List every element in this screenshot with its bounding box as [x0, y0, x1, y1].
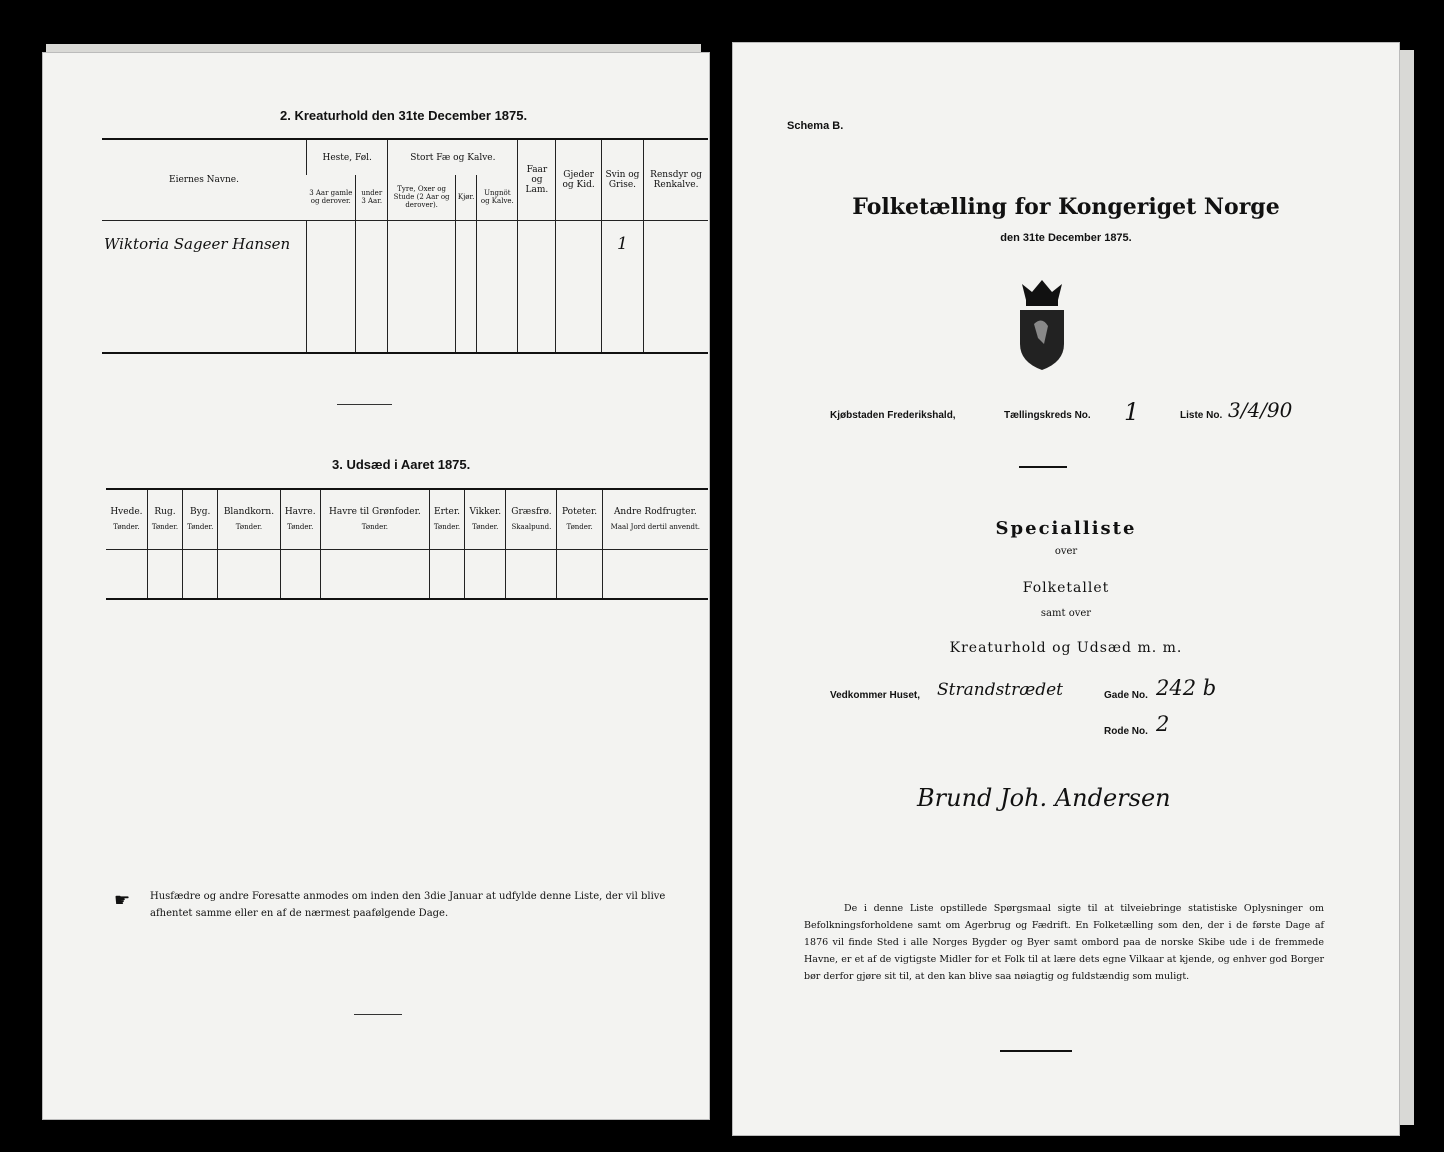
- gade-label: Gade No.: [1104, 690, 1148, 701]
- sowing-col-unit: Tønder.: [472, 523, 499, 532]
- sowing-col-unit: Tønder.: [566, 523, 593, 532]
- sowing-col-unit: Tønder.: [361, 523, 389, 532]
- sowing-col-unit: Tønder.: [235, 523, 263, 532]
- sowing-col-6: [429, 490, 464, 549]
- sowing-cell: [218, 549, 280, 598]
- sowing-col-name: Erter.: [434, 507, 460, 518]
- storfe-b: Kjør.: [455, 175, 476, 220]
- sowing-col-8: [506, 490, 557, 549]
- sowing-col-name: Vikker.: [469, 507, 502, 518]
- owner-name: Wiktoria Sageer Hansen: [104, 234, 291, 253]
- sowing-col-name: Andre Rodfrugter.: [613, 507, 697, 518]
- faar-header: Faar og Lam.: [518, 140, 556, 220]
- page-edge: [1400, 50, 1414, 1125]
- owner-header: Eiernes Navne.: [169, 174, 239, 185]
- heste-a: 3 Aar gamle og derover.: [309, 189, 353, 206]
- sowing-cell: [280, 549, 320, 598]
- sowing-cell: [557, 549, 602, 598]
- storfe-a: Tyre, Oxer og Stude (2 Aar og derover).: [388, 175, 456, 220]
- folketallet-text: Folketallet: [1022, 580, 1110, 596]
- signature: Brund Joh. Andersen: [917, 784, 1171, 812]
- left-page: [42, 52, 710, 1120]
- sowing-col-name: Byg.: [190, 507, 211, 518]
- sowing-col-7: [465, 490, 506, 549]
- rode-label: Rode No.: [1104, 726, 1148, 737]
- notice-text: Husfædre og andre Foresatte anmodes om inden den 3die Januar at udfylde denne Liste, der vil blive afhentet samme eller en af de nærmest paafølgende Dage.: [150, 891, 666, 919]
- sowing-col-unit: Skaalpund.: [511, 523, 552, 532]
- sowing-col-name: Poteter.: [561, 507, 598, 518]
- sowing-col-unit: Tønder.: [113, 523, 140, 532]
- explanatory-paragraph: De i denne Liste opstillede Spørgsmaal sigte til at tilveiebringe statistiske Oplysninger om Befolkningsforholdene samt om Agerbrug og Fædrift. En Folketælling som den, der i de første Dage af 1876 vil finde Sted i alle Norges Bygder og Byer samt ombord paa de norske Skibe ude i de fremmede Havne, er et af de vigtigste Midler for et Folk til at lære dets egne Vilkaar at kjende, og enhver god Borger bør derfor gjøre sit til, at den kan blive saa nøiagtig og fuldstændig som muligt.: [804, 903, 1324, 982]
- kjobstad-label: Kjøbstaden Frederikshald,: [830, 410, 956, 421]
- gjeder-header: Gjeder og Kid.: [556, 140, 601, 220]
- sowing-cell: [429, 549, 464, 598]
- storfe-c: Ungnöt og Kalve.: [477, 175, 518, 220]
- sowing-col-1: [147, 490, 182, 549]
- sowing-cell: [602, 549, 708, 598]
- main-title: Folketælling for Kongeriget Norge: [852, 194, 1280, 220]
- sowing-col-name: Græsfrø.: [511, 507, 552, 518]
- rode-value: 2: [1156, 712, 1170, 736]
- gade-value: 242 b: [1156, 676, 1217, 700]
- liste-value: 3/4/90: [1228, 398, 1293, 422]
- sowing-cell: [506, 549, 557, 598]
- svin-header: Svin og Grise.: [601, 140, 643, 220]
- pointing-hand-icon: ☛: [114, 890, 131, 911]
- sowing-col-2: [183, 490, 218, 549]
- heste-b: under 3 Aar.: [356, 175, 388, 220]
- sowing-cell: [106, 549, 147, 598]
- sowing-col-name: Havre til Grønfoder.: [329, 507, 421, 518]
- sowing-col-9: [557, 490, 602, 549]
- sowing-col-unit: Maal Jord dertil anvendt.: [610, 523, 701, 532]
- rensdyr-header: Rensdyr og Renkalve.: [644, 140, 708, 220]
- sowing-cell: [320, 549, 429, 598]
- sowing-col-unit: Tønder.: [151, 523, 179, 532]
- sowing-col-3: [218, 490, 280, 549]
- over-text: over: [1054, 546, 1078, 557]
- sowing-cell: [183, 549, 218, 598]
- schema-label: Schema B.: [787, 120, 844, 132]
- specialliste-heading: Specialliste: [995, 518, 1137, 539]
- sowing-col-name: Havre.: [284, 507, 316, 518]
- sowing-col-unit: Tønder.: [187, 523, 214, 532]
- kreaturhold-text: Kreaturhold og Udsæd m. m.: [949, 640, 1183, 656]
- sowing-col-name: Blandkorn.: [223, 507, 275, 518]
- census-date: den 31te December 1875.: [1000, 232, 1132, 244]
- sowing-table: [106, 490, 708, 598]
- storfe-header: Stort Fæ og Kalve.: [388, 140, 518, 175]
- page-edge: [46, 44, 701, 52]
- sowing-col-name: Hvede.: [110, 507, 143, 518]
- sowing-cell: [147, 549, 182, 598]
- sowing-col-unit: Tønder.: [433, 523, 461, 532]
- coat-of-arms-icon: [1012, 274, 1072, 372]
- huset-label: Vedkommer Huset,: [830, 690, 921, 701]
- sowing-col-unit: Tønder.: [287, 523, 314, 532]
- livestock-table: [102, 140, 708, 352]
- svin-value: 1: [617, 233, 628, 254]
- section2-title: 2. Kreaturhold den 31te December 1875.: [280, 108, 528, 123]
- sowing-col-4: [280, 490, 320, 549]
- huset-value: Strandstrædet: [937, 680, 1064, 700]
- sowing-cell: [465, 549, 506, 598]
- liste-label: Liste No.: [1180, 410, 1223, 421]
- kreds-value: 1: [1124, 398, 1140, 426]
- sowing-col-10: [602, 490, 708, 549]
- sowing-col-name: Rug.: [154, 507, 176, 518]
- right-page: [732, 42, 1400, 1136]
- sowing-col-0: [106, 490, 147, 549]
- section3-title: 3. Udsæd i Aaret 1875.: [332, 457, 471, 472]
- sowing-col-5: [320, 490, 429, 549]
- samt-over-text: samt over: [1040, 608, 1092, 619]
- heste-header: Heste, Føl.: [307, 140, 388, 175]
- kreds-label: Tællingskreds No.: [1004, 410, 1091, 421]
